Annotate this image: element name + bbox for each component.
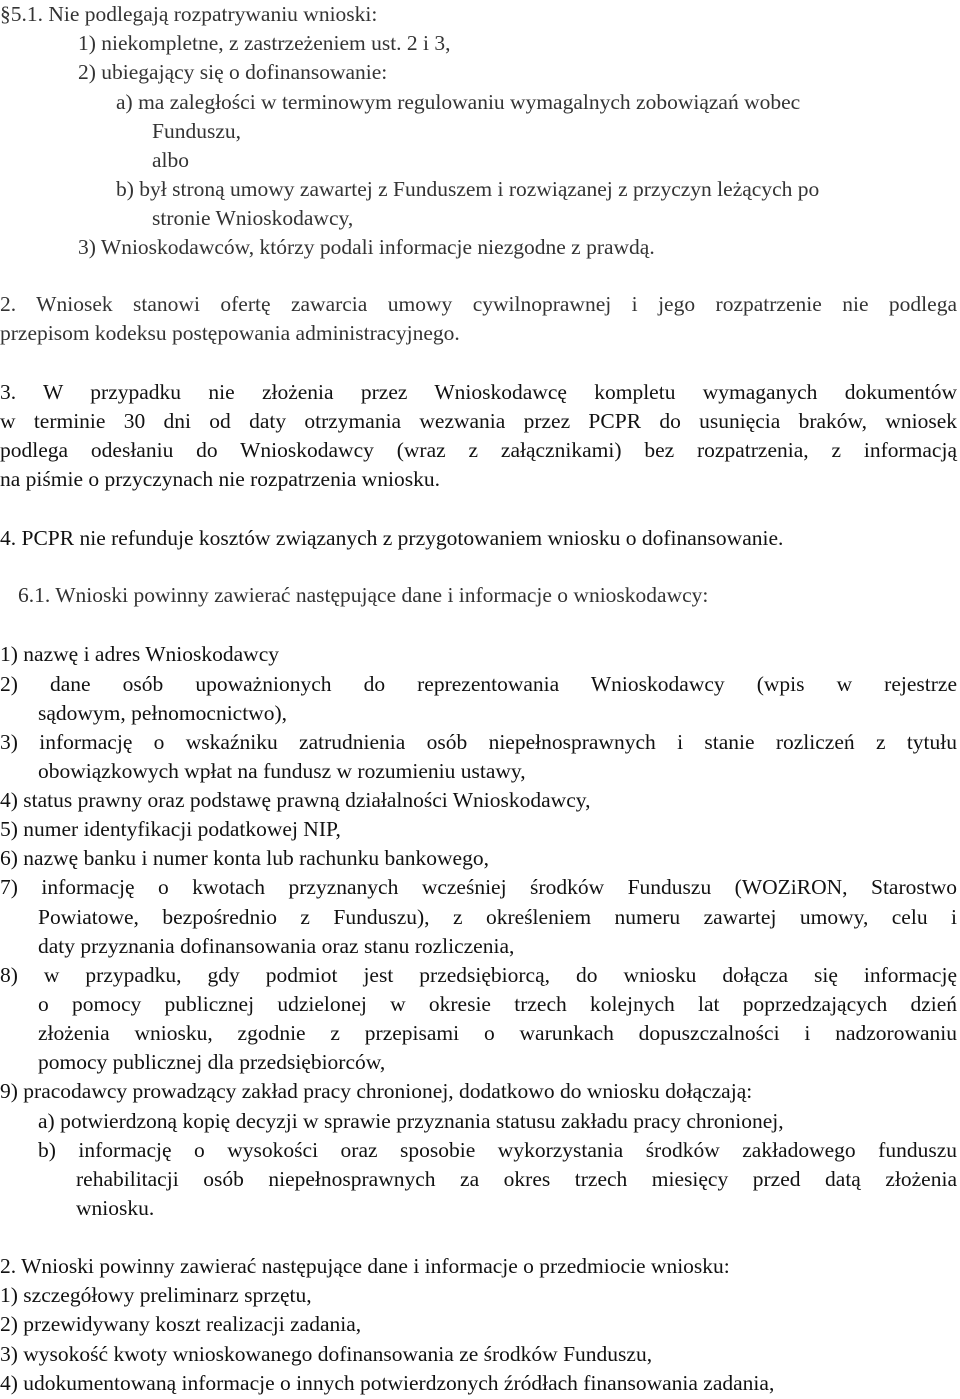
list-item: Funduszu, [152, 119, 241, 143]
list-item: wniosku. [76, 1196, 155, 1220]
list-item: pomocy publicznej dla przedsiębiorców, [38, 1050, 386, 1074]
list-item: 3) informację o wskaźniku zatrudnienia osób niepełnosprawnych i stanie rozliczeń z tytułu [0, 730, 957, 754]
list-item: 5) numer identyfikacji podatkowej NIP, [0, 817, 341, 841]
section-heading: 6.1. Wnioski powinny zawierać następujące dane i informacje o wnioskodawcy: [18, 583, 709, 607]
paragraph-line: na piśmie o przyczynach nie rozpatrzenia wniosku. [0, 467, 440, 491]
list-item: 8) w przypadku, gdy podmiot jest przedsiębiorcą, do wniosku dołącza się informację [0, 963, 957, 987]
list-item: albo [152, 148, 190, 172]
paragraph-line: 3. W przypadku nie złożenia przez Wnioskodawcę kompletu wymaganych dokumentów [0, 380, 957, 404]
list-item: 3) wysokość kwoty wnioskowanego dofinansowania ze środków Funduszu, [0, 1342, 653, 1366]
paragraph-line: przepisom kodeksu postępowania administracyjnego. [0, 321, 460, 345]
list-item: 7) informację o kwotach przyznanych wcześniej środków Funduszu (WOZiRON, Starostwo [0, 875, 957, 899]
list-item: o pomocy publicznej udzielonej w okresie trzech kolejnych lat poprzedzających dzień [38, 992, 957, 1016]
section-heading: §5.1. Nie podlegają rozpatrywaniu wnioski: [0, 2, 378, 26]
list-item: b) był stroną umowy zawartej z Funduszem i rozwiązanej z przyczyn leżących po [116, 177, 820, 201]
list-item: Powiatowe, bezpośrednio z Funduszu), z określeniem numeru zawartej umowy, celu i [38, 905, 957, 929]
list-item: daty przyznania dofinansowania oraz stanu rozliczenia, [38, 934, 515, 958]
paragraph-line: 4. PCPR nie refunduje kosztów związanych z przygotowaniem wniosku o dofinansowanie. [0, 526, 784, 550]
list-item: a) ma zaległości w terminowym regulowaniu wymagalnych zobowiązań wobec [116, 90, 801, 114]
list-item: 2) ubiegający się o dofinansowanie: [78, 60, 388, 84]
list-item: 1) szczegółowy preliminarz sprzętu, [0, 1283, 312, 1307]
paragraph-line: w terminie 30 dni od daty otrzymania wezwania przez PCPR do usunięcia braków, wniosek [0, 409, 957, 433]
list-item: 1) niekompletne, z zastrzeżeniem ust. 2 i 3, [78, 31, 451, 55]
list-item: 6) nazwę banku i numer konta lub rachunku bankowego, [0, 846, 489, 870]
list-item: rehabilitacji osób niepełnosprawnych za okres trzech miesięcy przed datą złożenia [76, 1167, 957, 1191]
paragraph-line: podlega odesłaniu do Wnioskodawcy (wraz z załącznikami) bez rozpatrzenia, z informacją [0, 438, 957, 462]
list-item: b) informację o wysokości oraz sposobie wykorzystania środków zakładowego funduszu [38, 1138, 957, 1162]
list-item: 3) Wnioskodawców, którzy podali informacje niezgodne z prawdą. [78, 235, 655, 259]
list-item: obowiązkowych wpłat na fundusz w rozumieniu ustawy, [38, 759, 526, 783]
list-item: 4) udokumentowaną informacje o innych potwierdzonych źródłach finansowania zadania, [0, 1371, 775, 1395]
list-item: a) potwierdzoną kopię decyzji w sprawie przyznania statusu zakładu pracy chronionej, [38, 1109, 784, 1133]
list-item: złożenia wniosku, zgodnie z przepisami o warunkach dopuszczalności i nadzorowaniu [38, 1021, 957, 1045]
list-item: 4) status prawny oraz podstawę prawną działalności Wnioskodawcy, [0, 788, 591, 812]
list-item: sądowym, pełnomocnictwo), [38, 701, 287, 725]
section-heading: 2. Wnioski powinny zawierać następujące dane i informacje o przedmiocie wniosku: [0, 1254, 730, 1278]
list-item: stronie Wnioskodawcy, [152, 206, 354, 230]
list-item: 1) nazwę i adres Wnioskodawcy [0, 642, 280, 666]
paragraph-line: 2. Wniosek stanowi ofertę zawarcia umowy cywilnoprawnej i jego rozpatrzenie nie podlega [0, 292, 957, 316]
list-item: 9) pracodawcy prowadzący zakład pracy chronionej, dodatkowo do wniosku dołączają: [0, 1079, 753, 1103]
list-item: 2) przewidywany koszt realizacji zadania, [0, 1312, 362, 1336]
list-item: 2) dane osób upoważnionych do reprezentowania Wnioskodawcy (wpis w rejestrze [0, 672, 957, 696]
